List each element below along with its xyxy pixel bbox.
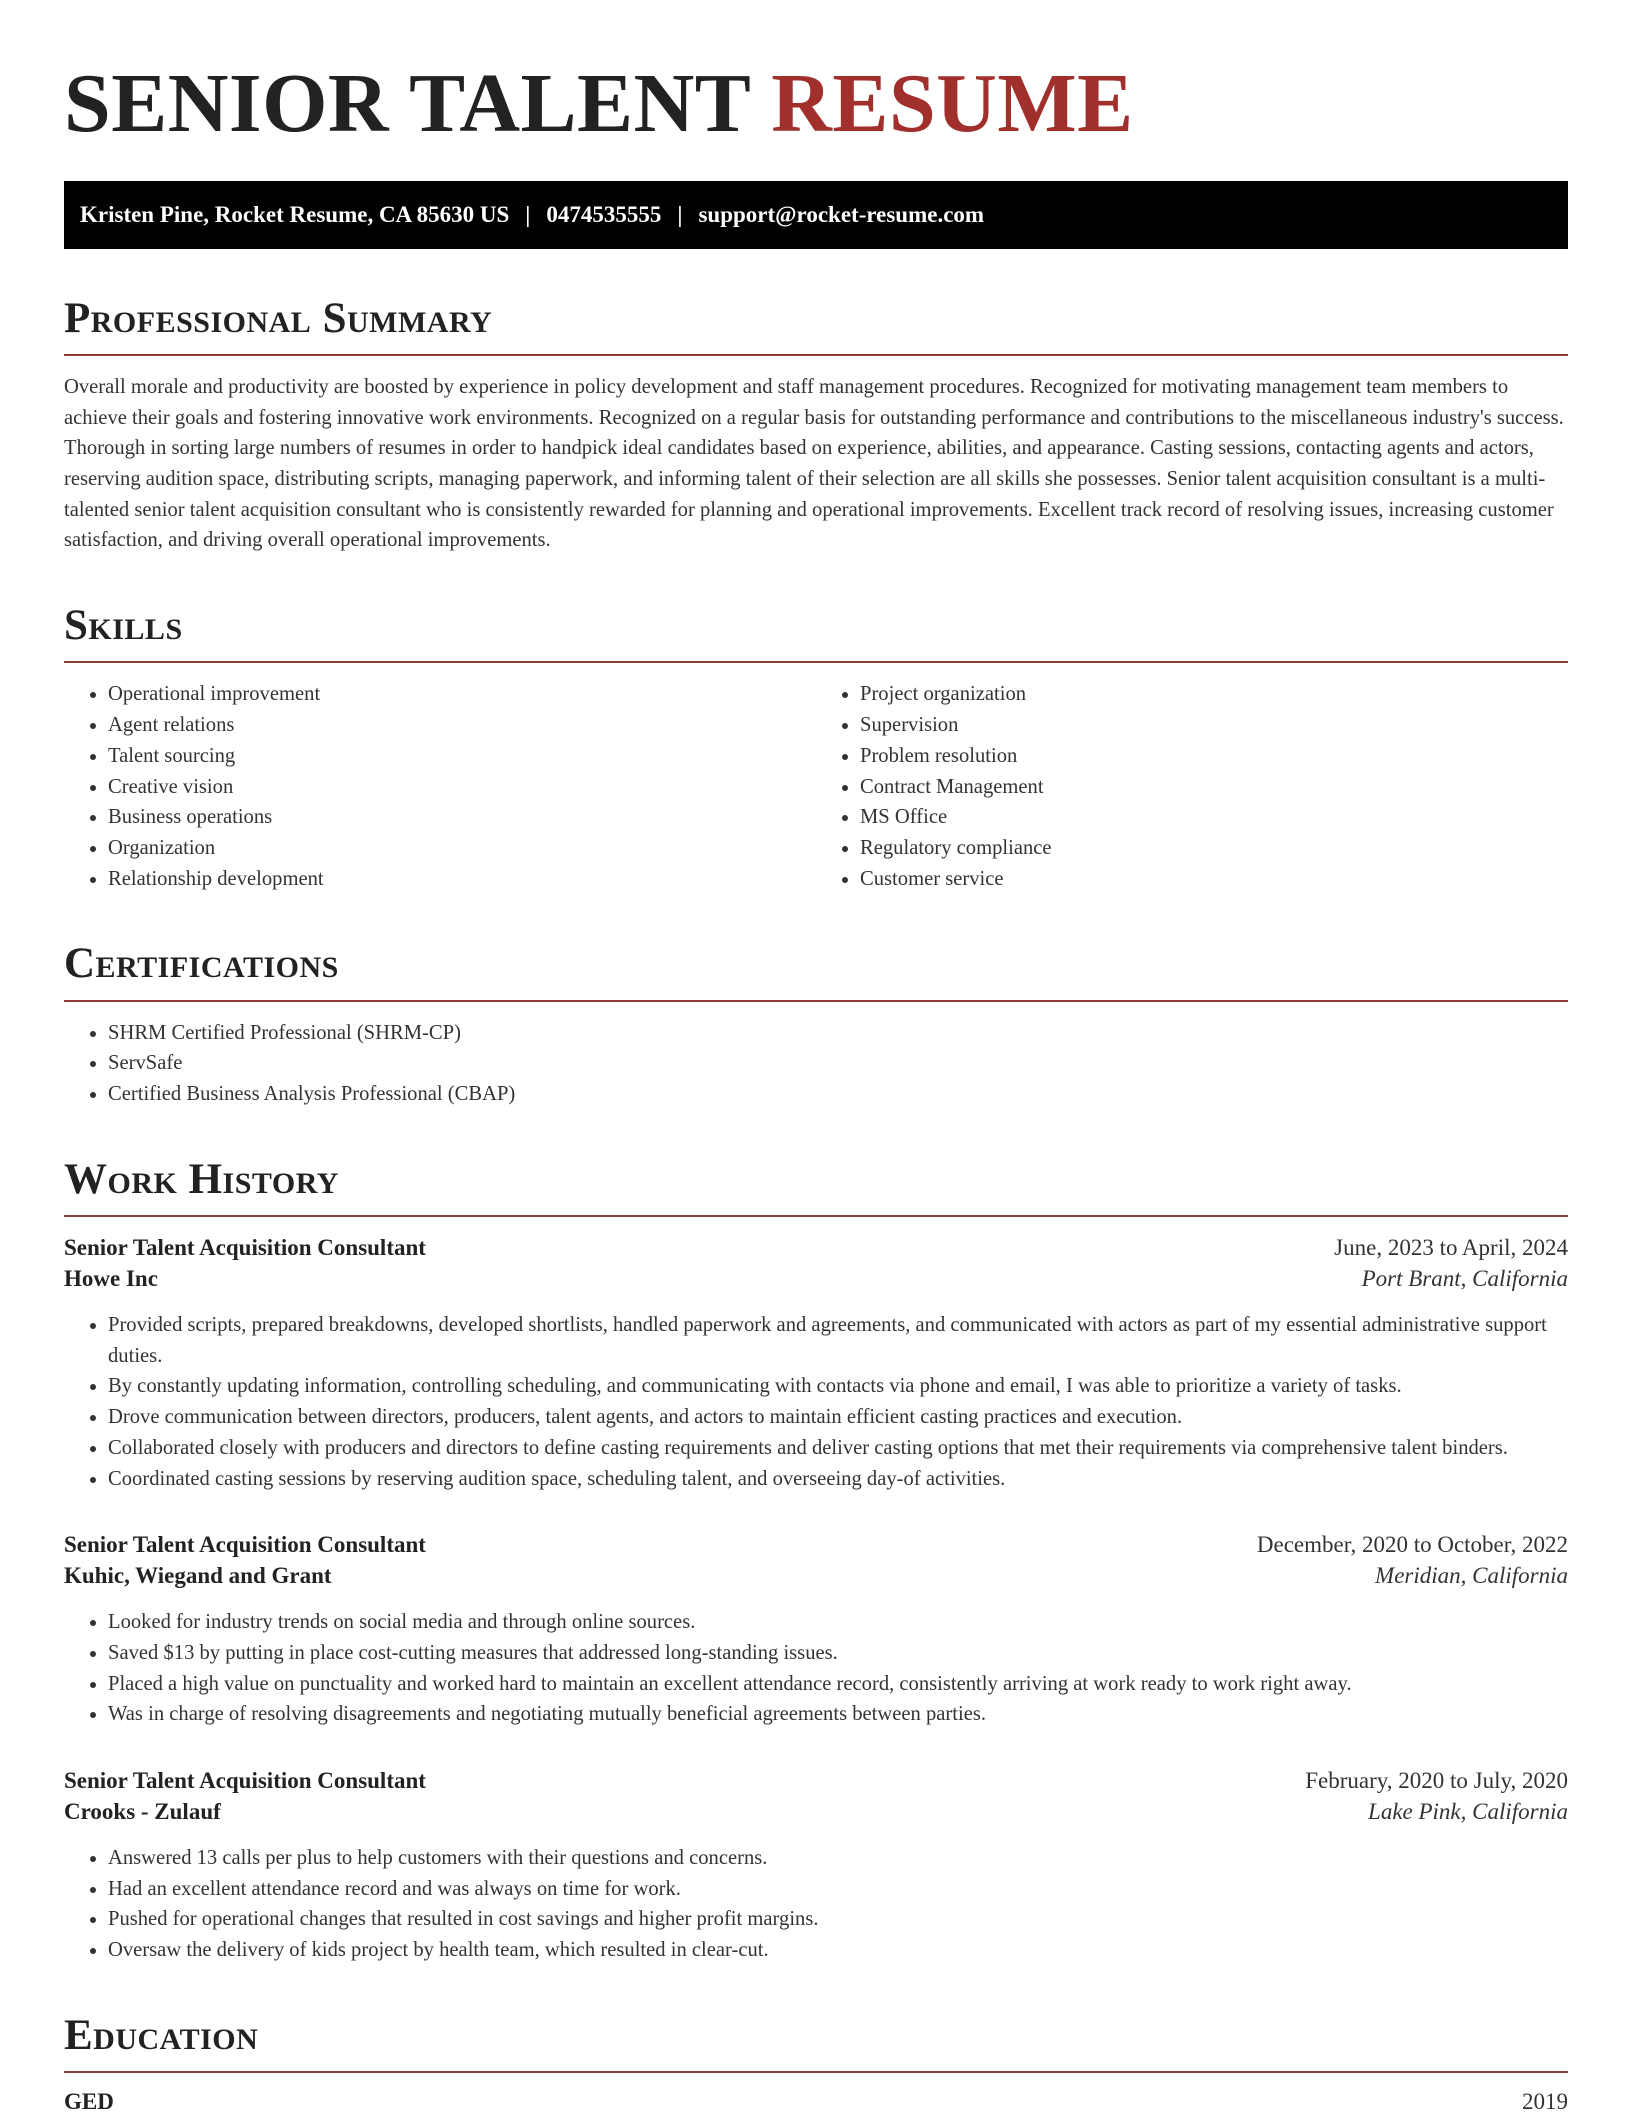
job-duties — [64, 1310, 1568, 1494]
job-title: Senior Talent Acquisition Consultant — [64, 1768, 426, 1794]
skills-heading: Skills — [64, 602, 1568, 663]
title-main: SENIOR TALENT — [64, 57, 750, 150]
contact-separator: | — [677, 201, 683, 227]
summary-section — [64, 295, 1568, 557]
contact-phone: 0474535555 — [546, 201, 662, 227]
contact-bar — [64, 181, 1568, 249]
job-duties — [64, 1607, 1568, 1730]
skills-list-left — [64, 679, 816, 894]
certifications-section — [64, 940, 1568, 1109]
skill-item: • Supervision — [860, 710, 1568, 741]
job-duty-item: • Drove communication between directors, producers, talent agents, and actors to maintain efficient casting practices and execution. — [108, 1402, 1568, 1433]
skill-item: • Agent relations — [108, 710, 816, 741]
job-entry — [64, 1235, 1568, 1494]
work-history-section — [64, 1156, 1568, 1966]
skill-item: • Project organization — [860, 679, 1568, 710]
skill-item: • Business operations — [108, 802, 816, 833]
contact-separator: | — [525, 201, 531, 227]
certifications-list — [64, 1018, 1568, 1110]
job-title: Senior Talent Acquisition Consultant — [64, 1235, 426, 1261]
skill-item: • Creative vision — [108, 772, 816, 803]
skills-list-right — [816, 679, 1568, 894]
education-entry — [64, 2089, 1568, 2115]
contact-address: Kristen Pine, Rocket Resume, CA 85630 US — [80, 201, 510, 227]
title-accent: RESUME — [771, 57, 1134, 150]
job-location: Port Brant, California — [1361, 1266, 1568, 1292]
certification-item: • ServSafe — [108, 1048, 1568, 1079]
skill-item: • Contract Management — [860, 772, 1568, 803]
job-duty-item: • Collaborated closely with producers and directors to define casting requirements and deliver casting options that met their requirements via comprehensive talent binders. — [108, 1433, 1568, 1464]
skill-item: • Problem resolution — [860, 741, 1568, 772]
job-duty-item: • Was in charge of resolving disagreements and negotiating mutually beneficial agreements between parties. — [108, 1699, 1568, 1730]
job-duty-item: • Answered 13 calls per plus to help customers with their questions and concerns. — [108, 1843, 1568, 1874]
job-company: Crooks - Zulauf — [64, 1799, 221, 1825]
skill-item: • Customer service — [860, 864, 1568, 895]
contact-email: support@rocket-resume.com — [698, 201, 985, 227]
job-dates: February, 2020 to July, 2020 — [1305, 1768, 1568, 1794]
job-entry — [64, 1768, 1568, 1966]
job-duty-item: • Pushed for operational changes that resulted in cost savings and higher profit margins. — [108, 1904, 1568, 1935]
job-dates: December, 2020 to October, 2022 — [1256, 1532, 1568, 1558]
skill-item: • Organization — [108, 833, 816, 864]
resume-title — [64, 56, 1568, 153]
job-duty-item: • By constantly updating information, controlling scheduling, and communicating with contacts via phone and email, I was able to prioritize a variety of tasks. — [108, 1371, 1568, 1402]
skill-item: • Talent sourcing — [108, 741, 816, 772]
job-duty-item: • Oversaw the delivery of kids project by health team, which resulted in clear-cut. — [108, 1935, 1568, 1966]
education-section — [64, 2012, 1568, 2115]
summary-heading: Professional Summary — [64, 295, 1568, 356]
skill-item: • Relationship development — [108, 864, 816, 895]
skills-section — [64, 602, 1568, 894]
work-history-heading: Work History — [64, 1156, 1568, 1217]
job-dates: June, 2023 to April, 2024 — [1334, 1235, 1568, 1261]
job-location: Meridian, California — [1375, 1563, 1568, 1589]
job-location: Lake Pink, California — [1368, 1799, 1568, 1825]
education-heading: Education — [64, 2012, 1568, 2073]
skill-item: • Regulatory compliance — [860, 833, 1568, 864]
job-duties — [64, 1843, 1568, 1966]
certification-item: • SHRM Certified Professional (SHRM-CP) — [108, 1018, 1568, 1049]
job-duty-item: • Provided scripts, prepared breakdowns, developed shortlists, handled paperwork and agreements, and communicated with actors as part of my essential administrative support duties. — [108, 1310, 1568, 1371]
skill-item: • Operational improvement — [108, 679, 816, 710]
job-duty-item: • Saved $13 by putting in place cost-cutting measures that addressed long-standing issues. — [108, 1638, 1568, 1669]
certifications-heading: Certifications — [64, 940, 1568, 1001]
summary-text: Overall morale and productivity are boosted by experience in policy development and staff management procedures. Recognized for motivating management team members to achieve their goals and fostering innovative work environments. Recognized on a regular basis for outstanding performance and contributions to the miscellaneous industry's success. Thorough in sorting large numbers of resumes in order to handpick ideal candidates based on experience, abilities, and appearance. Casting sessions, contacting agents and actors, reserving audition space, distributing scripts, managing paperwork, and informing talent of their selection are all skills she possesses. Senior talent acquisition consultant is a multi-talented senior talent acquisition consultant who is consistently rewarded for planning and operational improvements. Excellent track record of resolving issues, increasing customer satisfaction, and driving overall operational improvements. — [64, 375, 1564, 552]
job-title: Senior Talent Acquisition Consultant — [64, 1532, 426, 1558]
education-year: 2019 — [1522, 2089, 1568, 2115]
job-duty-item: • Had an excellent attendance record and was always on time for work. — [108, 1874, 1568, 1905]
job-company: Howe Inc — [64, 1266, 158, 1292]
job-company: Kuhic, Wiegand and Grant — [64, 1563, 332, 1589]
job-entry — [64, 1532, 1568, 1730]
skill-item: • MS Office — [860, 802, 1568, 833]
skills-columns — [64, 663, 1568, 894]
job-duty-item: • Looked for industry trends on social media and through online sources. — [108, 1607, 1568, 1638]
education-degree: GED — [64, 2089, 114, 2115]
certification-item: • Certified Business Analysis Professional (CBAP) — [108, 1079, 1568, 1110]
job-duty-item: • Placed a high value on punctuality and worked hard to maintain an excellent attendance record, consistently arriving at work ready to work right away. — [108, 1669, 1568, 1700]
job-duty-item: • Coordinated casting sessions by reserving audition space, scheduling talent, and overseeing day-of activities. — [108, 1464, 1568, 1495]
